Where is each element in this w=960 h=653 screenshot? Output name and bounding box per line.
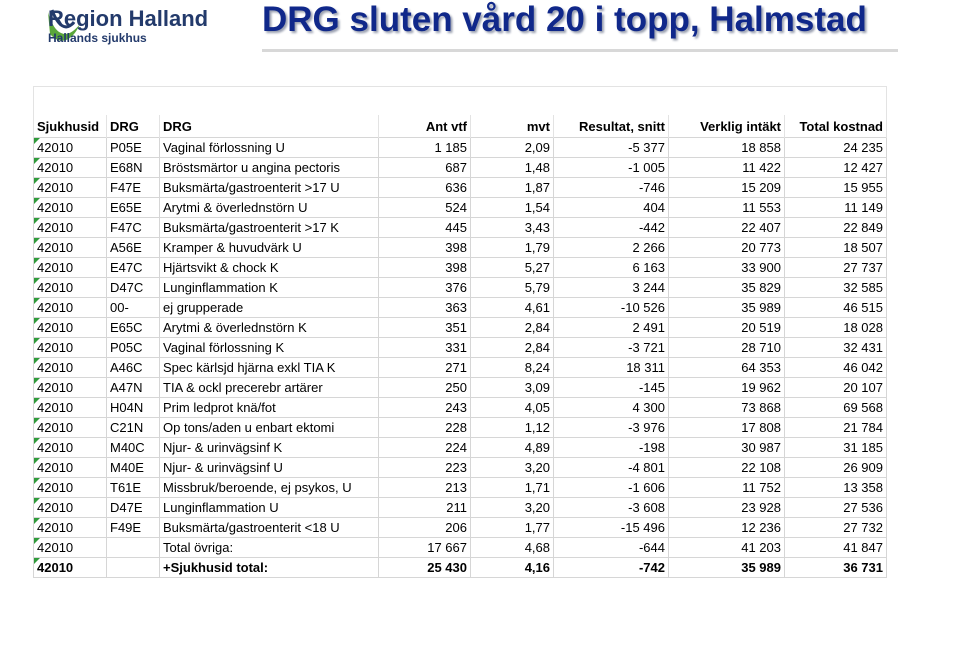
cell-drg-name: Lunginflammation U [160, 498, 379, 518]
cell-mvt: 4,05 [471, 398, 554, 418]
cell-drg-code: P05E [107, 138, 160, 158]
header-drg-name: DRG [160, 115, 379, 138]
table-row [34, 278, 887, 298]
cell-ant-vtf: 398 [379, 238, 471, 258]
cell-total-kostnad: 13 358 [785, 478, 887, 498]
cell-resultat-snitt: 2 491 [554, 318, 669, 338]
cell-mvt: 2,84 [471, 318, 554, 338]
cell-ant-vtf: 224 [379, 438, 471, 458]
cell-drg-code: 00- [107, 298, 160, 318]
table-header-row [34, 115, 887, 138]
cell-resultat-snitt: 404 [554, 198, 669, 218]
cell-drg-name: +Sjukhusid total: [160, 558, 379, 578]
cell-drg-name: Missbruk/beroende, ej psykos, U [160, 478, 379, 498]
cell-ant-vtf: 25 430 [379, 558, 471, 578]
cell-sjukhusid: 42010 [34, 138, 107, 158]
cell-resultat-snitt: -4 801 [554, 458, 669, 478]
cell-total-kostnad: 26 909 [785, 458, 887, 478]
cell-drg-code: C21N [107, 418, 160, 438]
cell-verklig-intakt: 22 108 [669, 458, 785, 478]
cell-drg-code: A47N [107, 378, 160, 398]
cell-drg-name: Njur- & urinvägsinf K [160, 438, 379, 458]
cell-ant-vtf: 250 [379, 378, 471, 398]
cell-verklig-intakt: 22 407 [669, 218, 785, 238]
header-drg-code: DRG [107, 115, 160, 138]
cell-drg-name: Kramper & huvudvärk U [160, 238, 379, 258]
cell-ant-vtf: 211 [379, 498, 471, 518]
cell-drg-code: D47C [107, 278, 160, 298]
table-row [34, 438, 887, 458]
cell-ant-vtf: 213 [379, 478, 471, 498]
cell-sjukhusid: 42010 [34, 158, 107, 178]
cell-mvt: 1,48 [471, 158, 554, 178]
cell-sjukhusid: 42010 [34, 478, 107, 498]
cell-resultat-snitt: 4 300 [554, 398, 669, 418]
cell-verklig-intakt: 33 900 [669, 258, 785, 278]
cell-total-kostnad: 18 028 [785, 318, 887, 338]
cell-total-kostnad: 46 042 [785, 358, 887, 378]
cell-resultat-snitt: -442 [554, 218, 669, 238]
cell-drg-code: E65C [107, 318, 160, 338]
cell-verklig-intakt: 64 353 [669, 358, 785, 378]
cell-resultat-snitt: -644 [554, 538, 669, 558]
header-mvt: mvt [471, 115, 554, 138]
cell-mvt: 4,16 [471, 558, 554, 578]
cell-total-kostnad: 11 149 [785, 198, 887, 218]
cell-ant-vtf: 351 [379, 318, 471, 338]
cell-resultat-snitt: 6 163 [554, 258, 669, 278]
cell-sjukhusid: 42010 [34, 498, 107, 518]
cell-mvt: 4,68 [471, 538, 554, 558]
cell-total-kostnad: 32 431 [785, 338, 887, 358]
cell-mvt: 1,87 [471, 178, 554, 198]
cell-resultat-snitt: -1 606 [554, 478, 669, 498]
cell-drg-code [107, 538, 160, 558]
cell-ant-vtf: 363 [379, 298, 471, 318]
cell-sjukhusid: 42010 [34, 278, 107, 298]
cell-verklig-intakt: 41 203 [669, 538, 785, 558]
cell-ant-vtf: 398 [379, 258, 471, 278]
cell-ant-vtf: 271 [379, 358, 471, 378]
table-row [34, 298, 887, 318]
cell-sjukhusid: 42010 [34, 358, 107, 378]
cell-drg-code: H04N [107, 398, 160, 418]
cell-mvt: 3,43 [471, 218, 554, 238]
cell-drg-name: Buksmärta/gastroenterit >17 K [160, 218, 379, 238]
cell-total-kostnad: 21 784 [785, 418, 887, 438]
cell-verklig-intakt: 11 553 [669, 198, 785, 218]
table-row [34, 378, 887, 398]
cell-total-kostnad: 20 107 [785, 378, 887, 398]
cell-verklig-intakt: 20 519 [669, 318, 785, 338]
cell-sjukhusid: 42010 [34, 178, 107, 198]
header-total-kostnad: Total kostnad [785, 115, 887, 138]
cell-total-kostnad: 27 536 [785, 498, 887, 518]
cell-drg-name: Prim ledprot knä/fot [160, 398, 379, 418]
cell-drg-name: Njur- & urinvägsinf U [160, 458, 379, 478]
cell-sjukhusid: 42010 [34, 378, 107, 398]
cell-mvt: 3,20 [471, 498, 554, 518]
table-row [34, 418, 887, 438]
logo-name: Region Halland [48, 6, 209, 31]
cell-drg-code: A46C [107, 358, 160, 378]
cell-ant-vtf: 376 [379, 278, 471, 298]
cell-drg-name: Arytmi & överlednstörn K [160, 318, 379, 338]
cell-verklig-intakt: 35 989 [669, 558, 785, 578]
table-row [34, 518, 887, 538]
cell-sjukhusid: 42010 [34, 398, 107, 418]
cell-verklig-intakt: 17 808 [669, 418, 785, 438]
cell-sjukhusid: 42010 [34, 198, 107, 218]
cell-drg-code: M40C [107, 438, 160, 458]
cell-sjukhusid: 42010 [34, 258, 107, 278]
cell-resultat-snitt: -3 976 [554, 418, 669, 438]
table-row [34, 498, 887, 518]
cell-resultat-snitt: 18 311 [554, 358, 669, 378]
cell-resultat-snitt: -5 377 [554, 138, 669, 158]
table-row [34, 138, 887, 158]
table-row [34, 258, 887, 278]
cell-verklig-intakt: 11 752 [669, 478, 785, 498]
cell-verklig-intakt: 30 987 [669, 438, 785, 458]
cell-mvt: 5,79 [471, 278, 554, 298]
cell-drg-name: Spec kärlsjd hjärna exkl TIA K [160, 358, 379, 378]
cell-mvt: 2,84 [471, 338, 554, 358]
cell-resultat-snitt: -15 496 [554, 518, 669, 538]
cell-total-kostnad: 69 568 [785, 398, 887, 418]
cell-resultat-snitt: 3 244 [554, 278, 669, 298]
cell-sjukhusid: 42010 [34, 338, 107, 358]
logo-subtitle: Hallands sjukhus [48, 31, 147, 45]
cell-mvt: 1,77 [471, 518, 554, 538]
table-row [34, 198, 887, 218]
cell-total-kostnad: 12 427 [785, 158, 887, 178]
cell-resultat-snitt: -198 [554, 438, 669, 458]
cell-drg-name: Vaginal förlossning K [160, 338, 379, 358]
cell-ant-vtf: 17 667 [379, 538, 471, 558]
cell-mvt: 5,27 [471, 258, 554, 278]
cell-sjukhusid: 42010 [34, 558, 107, 578]
cell-resultat-snitt: -746 [554, 178, 669, 198]
cell-verklig-intakt: 20 773 [669, 238, 785, 258]
cell-drg-code: F47C [107, 218, 160, 238]
table-row [34, 318, 887, 338]
cell-ant-vtf: 228 [379, 418, 471, 438]
cell-verklig-intakt: 12 236 [669, 518, 785, 538]
cell-drg-name: Total övriga: [160, 538, 379, 558]
cell-drg-code: D47E [107, 498, 160, 518]
cell-resultat-snitt: -1 005 [554, 158, 669, 178]
cell-sjukhusid: 42010 [34, 298, 107, 318]
cell-sjukhusid: 42010 [34, 218, 107, 238]
cell-total-kostnad: 46 515 [785, 298, 887, 318]
cell-drg-name: Lunginflammation K [160, 278, 379, 298]
cell-resultat-snitt: -742 [554, 558, 669, 578]
cell-mvt: 3,09 [471, 378, 554, 398]
cell-ant-vtf: 331 [379, 338, 471, 358]
cell-mvt: 1,79 [471, 238, 554, 258]
table-row [34, 218, 887, 238]
cell-resultat-snitt: -3 608 [554, 498, 669, 518]
header-ant-vtf: Ant vtf [379, 115, 471, 138]
cell-ant-vtf: 636 [379, 178, 471, 198]
table-row [34, 398, 887, 418]
cell-sjukhusid: 42010 [34, 538, 107, 558]
cell-sjukhusid: 42010 [34, 458, 107, 478]
title-divider [262, 49, 898, 52]
cell-drg-code: M40E [107, 458, 160, 478]
cell-verklig-intakt: 35 829 [669, 278, 785, 298]
cell-ant-vtf: 206 [379, 518, 471, 538]
page-title: DRG sluten vård 20 i topp, Halmstad [262, 0, 867, 39]
cell-verklig-intakt: 19 962 [669, 378, 785, 398]
cell-resultat-snitt: -10 526 [554, 298, 669, 318]
cell-drg-name: Bröstsmärtor u angina pectoris [160, 158, 379, 178]
cell-mvt: 2,09 [471, 138, 554, 158]
cell-ant-vtf: 1 185 [379, 138, 471, 158]
cell-sjukhusid: 42010 [34, 318, 107, 338]
cell-mvt: 8,24 [471, 358, 554, 378]
cell-total-kostnad: 27 732 [785, 518, 887, 538]
table-row [34, 338, 887, 358]
header-resultat-snitt: Resultat, snitt [554, 115, 669, 138]
cell-drg-name: Vaginal förlossning U [160, 138, 379, 158]
cell-total-kostnad: 27 737 [785, 258, 887, 278]
cell-resultat-snitt: -3 721 [554, 338, 669, 358]
cell-mvt: 4,61 [471, 298, 554, 318]
cell-verklig-intakt: 15 209 [669, 178, 785, 198]
cell-drg-name: TIA & ockl precerebr artärer [160, 378, 379, 398]
cell-drg-code: E47C [107, 258, 160, 278]
cell-verklig-intakt: 28 710 [669, 338, 785, 358]
cell-drg-code: E68N [107, 158, 160, 178]
cell-drg-code: F49E [107, 518, 160, 538]
table-row [34, 238, 887, 258]
cell-total-kostnad: 36 731 [785, 558, 887, 578]
cell-drg-name: ej grupperade [160, 298, 379, 318]
cell-resultat-snitt: -145 [554, 378, 669, 398]
cell-drg-name: Buksmärta/gastroenterit >17 U [160, 178, 379, 198]
cell-total-kostnad: 32 585 [785, 278, 887, 298]
cell-mvt: 4,89 [471, 438, 554, 458]
cell-total-kostnad: 18 507 [785, 238, 887, 258]
table-row [34, 158, 887, 178]
cell-ant-vtf: 223 [379, 458, 471, 478]
cell-verklig-intakt: 23 928 [669, 498, 785, 518]
cell-mvt: 1,71 [471, 478, 554, 498]
cell-sjukhusid: 42010 [34, 518, 107, 538]
cell-drg-code: E65E [107, 198, 160, 218]
cell-drg-code: F47E [107, 178, 160, 198]
table-row [34, 538, 887, 558]
table-total-row [34, 558, 887, 578]
cell-drg-code: A56E [107, 238, 160, 258]
header-verklig-intakt: Verklig intäkt [669, 115, 785, 138]
cell-ant-vtf: 524 [379, 198, 471, 218]
cell-sjukhusid: 42010 [34, 418, 107, 438]
cell-drg-code: T61E [107, 478, 160, 498]
cell-mvt: 1,54 [471, 198, 554, 218]
cell-ant-vtf: 243 [379, 398, 471, 418]
table-row [34, 458, 887, 478]
cell-mvt: 3,20 [471, 458, 554, 478]
cell-drg-name: Op tons/aden u enbart ektomi [160, 418, 379, 438]
drg-table [33, 86, 887, 578]
cell-drg-name: Hjärtsvikt & chock K [160, 258, 379, 278]
cell-drg-code: P05C [107, 338, 160, 358]
table-row [34, 178, 887, 198]
table-row [34, 358, 887, 378]
cell-total-kostnad: 31 185 [785, 438, 887, 458]
cell-verklig-intakt: 11 422 [669, 158, 785, 178]
cell-drg-name: Arytmi & överlednstörn U [160, 198, 379, 218]
cell-total-kostnad: 24 235 [785, 138, 887, 158]
cell-resultat-snitt: 2 266 [554, 238, 669, 258]
cell-mvt: 1,12 [471, 418, 554, 438]
cell-ant-vtf: 687 [379, 158, 471, 178]
cell-sjukhusid: 42010 [34, 238, 107, 258]
table-row [34, 478, 887, 498]
cell-total-kostnad: 15 955 [785, 178, 887, 198]
cell-verklig-intakt: 73 868 [669, 398, 785, 418]
cell-sjukhusid: 42010 [34, 438, 107, 458]
cell-total-kostnad: 22 849 [785, 218, 887, 238]
cell-ant-vtf: 445 [379, 218, 471, 238]
header-sjukhusid: Sjukhusid [34, 115, 107, 138]
cell-verklig-intakt: 35 989 [669, 298, 785, 318]
cell-verklig-intakt: 18 858 [669, 138, 785, 158]
cell-drg-name: Buksmärta/gastroenterit <18 U [160, 518, 379, 538]
cell-total-kostnad: 41 847 [785, 538, 887, 558]
cell-drg-code [107, 558, 160, 578]
drg-table-container [33, 86, 886, 575]
